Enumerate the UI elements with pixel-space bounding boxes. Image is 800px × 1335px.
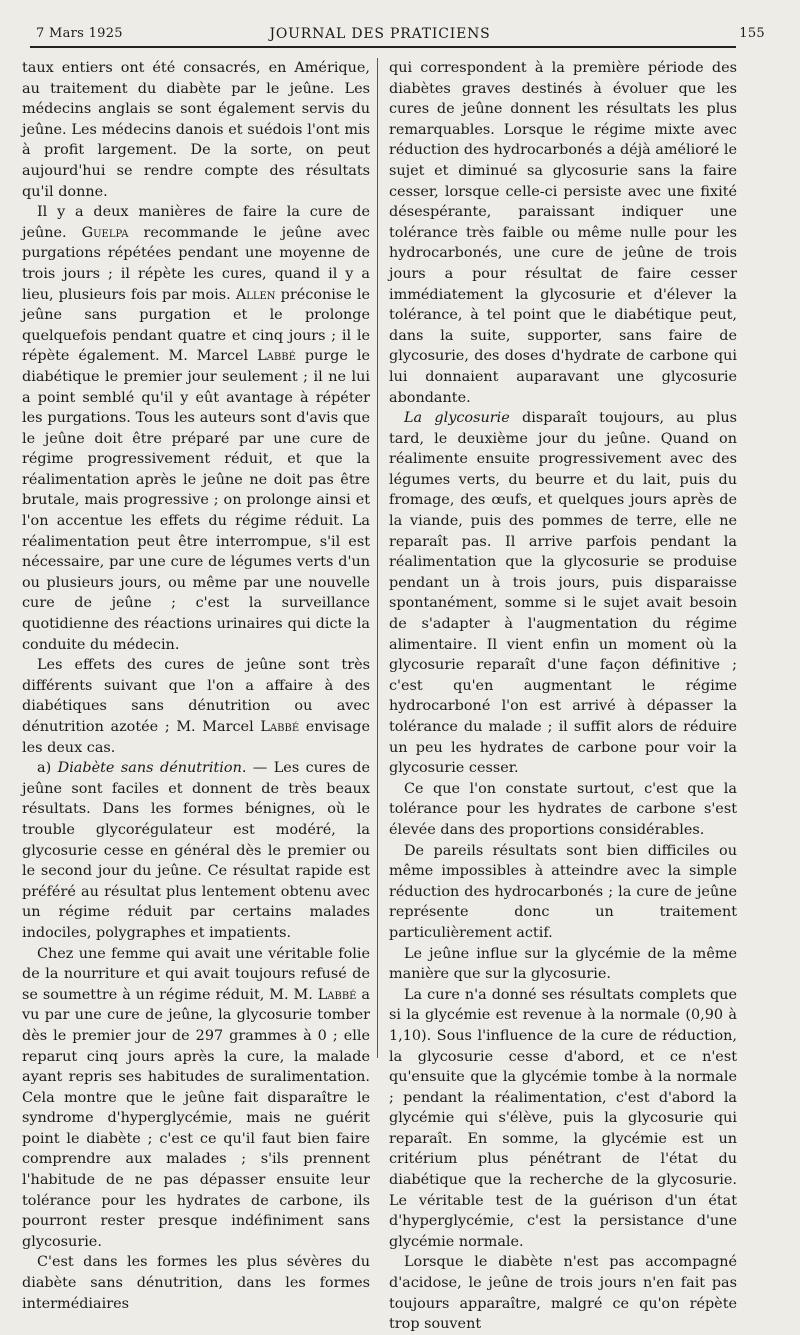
left-column [22, 58, 370, 1314]
paragraph: Ce que l'on constate surtout, c'est que la tolérance pour les hydrates de carbone s'est élevée dans des proportions considérables. [389, 780, 737, 838]
paragraph: C'est dans les formes les plus sévères du diabète sans dénutrition, dans les formes intermédiaires [22, 1254, 370, 1312]
paragraph: Il y a deux manières de faire la cure de jeûne. Guelpa recommande le jeûne avec purgations répétées pendant une moyenne de trois jours ; il répète les cures, quand il y a lieu, plusieurs fois par mois. Allen préconise le jeûne sans purgation et le prolonge quelquefois pendant quatre et cinq jours ; il le répète également. M. Marcel Labbé purge le diabétique le premier jour seulement ; il ne lui a point semblé qu'il y eût avantage à répéter les purgations. Tous les auteurs sont d'avis que le jeûne doit être préparé par une cure de régime progressivement réduit, et que la réalimentation après le jeûne ne doit pas être brutale, mais progressive ; on prolonge ainsi et l'on accentue les effets du régime réduit. La réalimentation peut être interrompue, s'il est nécessaire, par une cure de légumes verts d'un ou plusieurs jours, ou même par une nouvelle cure de jeûne ; c'est la surveillance quotidienne des réactions urinaires qui dicte la conduite du médecin. [22, 204, 371, 653]
paragraph: Lorsque le diabète n'est pas accompagné d'acidose, le jeûne de trois jours n'en fait pas toujours apparaître, malgré ce qu'on répète trop souvent [389, 1254, 737, 1333]
paragraph: La glycosurie disparaît toujours, au plus tard, le deuxième jour du jeûne. Quand on réalimente ensuite progressivement avec des légumes verts, du beurre et du lait, puis du fromage, des œufs, et quelques jours après de la viande, puis des pommes de terre, elle ne reparaît pas. Il arrive parfois pendant la réalimentation que la glycosurie se produise pendant un à trois jours, puis disparaisse spontanément, somme si le sujet avait besoin de s'adapter à l'augmentation du régime alimentaire. Il vient enfin un moment où la glycosurie reparaît d'une façon définitive ; c'est qu'en augmentant le régime hydrocarboné l'on est arrivé à dépasser la tolérance du malade ; il suffit alors de réduire un peu les hydrates de carbone pour voir la glycosurie cesser. [389, 410, 737, 777]
journal-title: JOURNAL DES PRATICIENS [269, 26, 491, 42]
paragraph: Les effets des cures de jeûne sont très différents suivant que l'on a affaire à des diabétiques sans dénutrition ou avec dénutrition azotée ; M. Marcel Labbé envisage les deux cas. [22, 657, 370, 756]
header-date: 7 Mars 1925 [36, 26, 123, 41]
paragraph: La cure n'a donné ses résultats complets que si la glycémie est revenue à la normale (0,90 à 1,10). Sous l'influence de la cure de réduction, la glycosurie cesse d'abord, et ce n'est qu'ensuite que la glycémie tombe à la normale ; pendant la réalimentation, c'est d'abord la glycémie qui s'élève, puis la glycosurie qui reparaît. En somme, la glycémie est un critérium plus pénétrant de l'état du diabétique que la recherche de la glycosurie. Le véritable test de la guérison d'un état d'hyperglycémie, c'est la persistance d'une glycémie normale. [389, 986, 737, 1250]
right-column [389, 58, 737, 1335]
author-name: Allen [235, 286, 276, 303]
paragraph: taux entiers ont été consacrés, en Amérique, au traitement du diabète par le jeûne. Les médecins anglais se sont également servis du jeûne. Les médecins danois et suédois l'ont mis à profit largement. De la sorte, on peut aujourd'hui se rendre compte des résultats qu'il donne. [22, 60, 370, 200]
paragraph: Chez une femme qui avait une véritable folie de la nourriture et qui avait toujours refusé de se soumettre à un régime réduit, M. M. Labbé a vu par une cure de jeûne, la glycosurie tomber dès le premier jour de 297 grammes à 0 ; elle reparut cinq jours après la cure, la malade ayant repris ses habitudes de suralimentation. Cela montre que le jeûne fait disparaître le syndrome d'hyperglycémie, mais ne guérit point le diabète ; c'est ce qu'il faut bien faire comprendre aux malades ; s'ils prennent l'habitude de ne pas dépasser ensuite leur tolérance pour les hydrates de carbone, ils pourront rester presque indéfiniment sans glycosurie. [22, 945, 370, 1250]
paragraph: Le jeûne influe sur la glycémie de la même manière que sur la glycosurie. [389, 945, 737, 983]
section-title: La glycosurie [404, 410, 510, 427]
paragraph: De pareils résultats sont bien difficiles ou même impossibles à atteindre avec la simple réduction des hydrocarbonés ; la cure de jeûne représente donc un traitement particulièrement actif. [389, 842, 737, 941]
author-name: Guelpa [81, 224, 129, 241]
column-divider [377, 58, 378, 1058]
author-name: Labbé [260, 719, 300, 735]
running-header [30, 26, 765, 46]
page-number: 155 [739, 26, 765, 41]
paragraph: a) Diabète sans dénutrition. — Les cures de jeûne sont faciles et donnent de très beaux résultats. Dans les formes bénignes, où le trouble glycorégulateur est modéré, la glycosurie cesse en général dès le premier ou le second jour du jeûne. Ce résultat rapide est préféré au résultat plus lentement obtenu avec un régime réduit par certains malades indociles, polygraphes et impatients. [22, 760, 370, 941]
author-name: Labbé [317, 986, 357, 1003]
section-title: Diabète sans dénutrition. [57, 760, 247, 777]
paragraph: qui correspondent à la première période des diabètes graves destinés à évoluer que les cures de jeûne donnent les résultats les plus remarquables. Lorsque le régime mixte avec réduction des hydrocarbonés a déjà amélioré le sujet et diminué sa glycosurie sans la faire cesser, lorsque celle-ci persiste avec une fixité désespérante, paraissant indiquer une tolérance très faible ou même nulle pour les hydrocarbonés, une cure de jeûne de trois jours a pour résultat de faire cesser immédiatement la glycosurie et d'élever la tolérance, à tel point que le diabétique peut, dans la suite, supporter, sans faire de glycosurie, des doses d'hydrate de carbone qui lui donnaient auparavant une glycosurie abondante. [389, 60, 738, 406]
author-name: Labbé [257, 348, 296, 365]
header-rule [30, 46, 736, 48]
